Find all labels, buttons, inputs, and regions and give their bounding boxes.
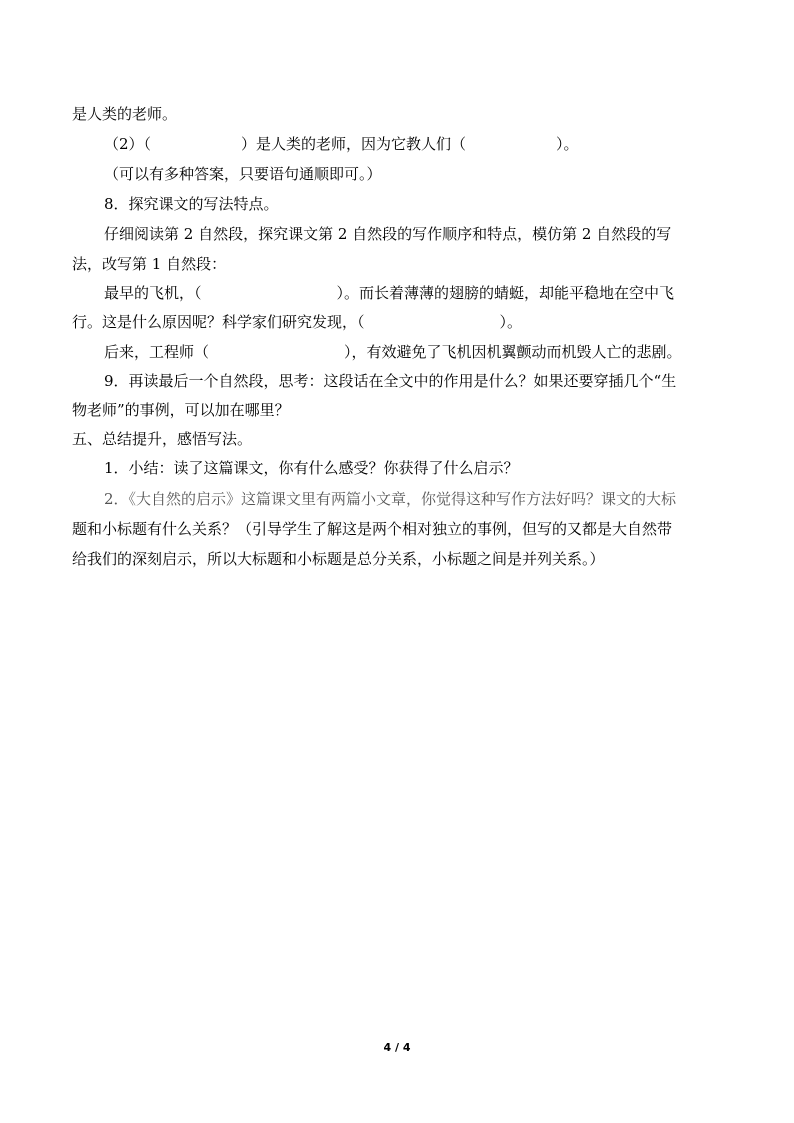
- text-line: 最早的飞机，（ ）。而长着薄薄的翅膀的蜻蜓，却能平稳地在空中飞: [104, 284, 675, 302]
- page-number: 4 / 4: [383, 1041, 411, 1054]
- text-line: 题和小标题有什么关系？（引导学生了解这是两个相对独立的事例，但写的又都是大自然带: [72, 520, 673, 538]
- text-line: 法，改写第 1 自然段：: [72, 255, 227, 273]
- text-line: 2．《大自然的启示》这篇课文里有两篇小文章，你觉得这种写作方法好吗？课文的大标: [104, 490, 677, 508]
- text-line: 是人类的老师。: [72, 105, 178, 123]
- text-line: （可以有多种答案，只要语句通顺即可。）: [104, 165, 382, 183]
- text-line: 9．再读最后一个自然段，思考：这段话在全文中的作用是什么？如果还要穿插几个“生: [104, 372, 677, 390]
- text-line: 仔细阅读第 2 自然段，探究课文第 2 自然段的写作顺序和特点，模仿第 2 自然段的写: [104, 225, 672, 243]
- text-line: 后来，工程师（ ），有效避免了飞机因机翼颤动而机毁人亡的悲剧。: [104, 343, 682, 361]
- text-line: 8．探究课文的写法特点。: [104, 195, 279, 213]
- text-line: （2）（ ）是人类的老师，因为它教人们（ ）。: [104, 135, 579, 153]
- text-line: 给我们的深刻启示，所以大标题和小标题是总分关系，小标题之间是并列关系。）: [72, 550, 605, 568]
- text-line: 物老师”的事例，可以加在哪里？: [72, 401, 290, 419]
- text-line: 1．小结：读了这篇课文，你有什么感受？你获得了什么启示？: [104, 459, 519, 477]
- section-heading: 五、总结提升，感悟写法。: [72, 430, 253, 448]
- text-line: 行。这是什么原因呢？科学家们研究发现，（ ）。: [72, 313, 523, 331]
